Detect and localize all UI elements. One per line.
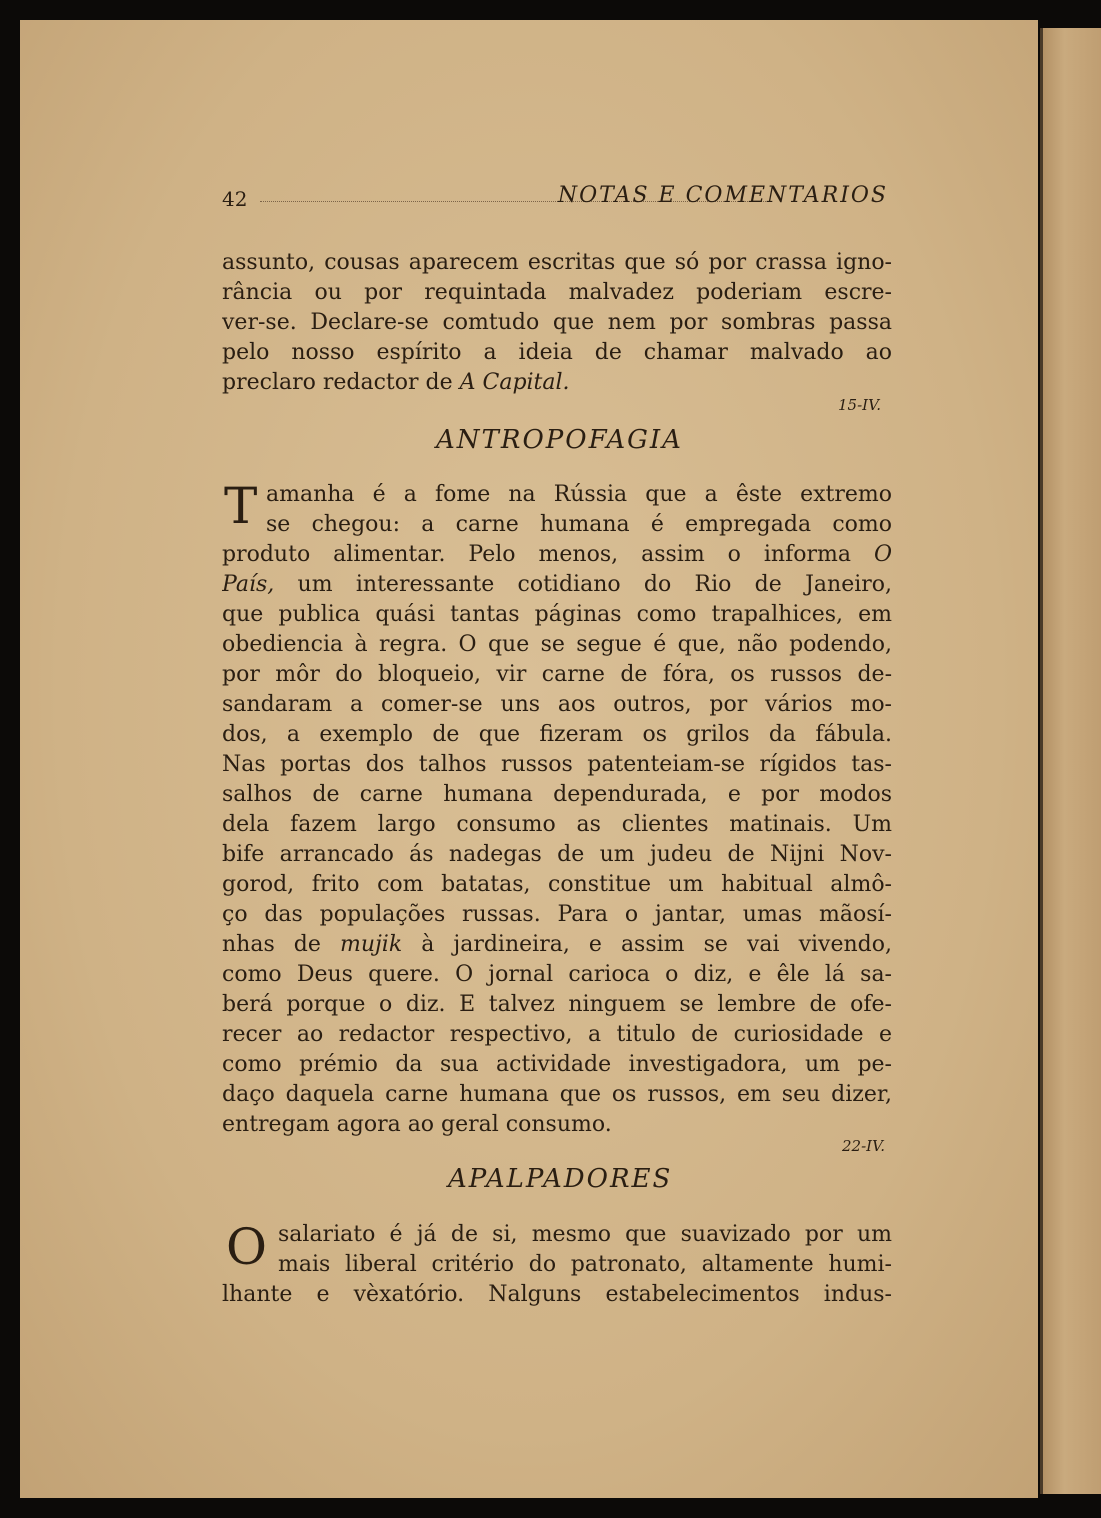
text-line: ver-se. Declare-se comtudo que nem por sombras passa [222, 310, 892, 335]
text-line: produto alimentar. Pelo menos, assim o informa O [222, 542, 892, 567]
text-line: salhos de carne humana dependurada, e por modos [222, 782, 892, 807]
text-line: pelo nosso espírito a ideia de chamar malvado ao [222, 340, 892, 365]
next-page-edge [1040, 28, 1101, 1494]
text-line: mais liberal critério do patronato, altamente humi- [278, 1252, 892, 1277]
section3-paragraph [222, 1220, 892, 1310]
section1-date: 15-IV. [838, 396, 882, 414]
text-line: por môr do bloqueio, vir carne de fóra, os russos de- [222, 662, 892, 687]
section2-paragraph [222, 477, 892, 1140]
text-line: se chegou: a carne humana é empregada como [266, 512, 892, 537]
section-title-antropofagia: ANTROPOFAGIA [436, 425, 683, 455]
section1-paragraph [222, 248, 892, 398]
text-line: como prémio da sua actividade investigadora, um pe- [222, 1052, 892, 1077]
text-line: lhante e vèxatório. Nalguns estabelecimentos indus- [222, 1282, 892, 1307]
text-line: recer ao redactor respectivo, a titulo de curiosidade e [222, 1022, 892, 1047]
running-title: NOTAS E COMENTARIOS [557, 183, 888, 208]
newspaper-title: A Capital. [459, 370, 570, 395]
drop-cap: T [224, 477, 258, 535]
text-line: País, um interessante cotidiano do Rio de Janeiro, [222, 572, 892, 597]
page-gutter [1040, 28, 1043, 1494]
text-line: daço daquela carne humana que os russos, em seu dizer, [222, 1082, 892, 1107]
newspaper-title: País, [222, 572, 275, 597]
text-line: entregam agora ao geral consumo. [222, 1112, 612, 1137]
page-header [222, 183, 888, 213]
text-line: sandaram a comer-se uns aos outros, por vários mo- [222, 692, 892, 717]
page-number: 42 [222, 187, 248, 211]
text-line: rância ou por requintada malvadez poderiam escre- [222, 280, 892, 305]
text-line: bife arrancado ás nadegas de um judeu de Nijni Nov- [222, 842, 892, 867]
text-line: dela fazem largo consumo as clientes matinais. Um [222, 812, 892, 837]
text-line: preclaro redactor de A Capital. [222, 370, 570, 395]
text-line: salariato é já de si, mesmo que suavizado por um [278, 1222, 892, 1247]
text-line: que publica quási tantas páginas como trapalhices, em [222, 602, 892, 627]
section2-date: 22-IV. [842, 1137, 886, 1155]
text-line: dos, a exemplo de que fizeram os grilos da fábula. [222, 722, 892, 747]
drop-cap: O [226, 1218, 267, 1276]
text-line: Nas portas dos talhos russos patenteiam-se rígidos tas- [222, 752, 892, 777]
text-line: ço das populações russas. Para o jantar, umas mãosí- [222, 902, 892, 927]
text-line: berá porque o diz. E talvez ninguem se lembre de ofe- [222, 992, 892, 1017]
text-line: assunto, cousas aparecem escritas que só por crassa igno- [222, 250, 892, 275]
section-title-apalpadores: APALPADORES [448, 1164, 673, 1194]
text-line: gorod, frito com batatas, constitue um habitual almô- [222, 872, 892, 897]
text-line: como Deus quere. O jornal carioca o diz, e êle lá sa- [222, 962, 892, 987]
text-line: amanha é a fome na Rússia que a êste extremo [266, 482, 892, 507]
text-line: obediencia à regra. O que se segue é que, não podendo, [222, 632, 892, 657]
text-line: nhas de mujik à jardineira, e assim se vai vivendo, [222, 932, 892, 957]
